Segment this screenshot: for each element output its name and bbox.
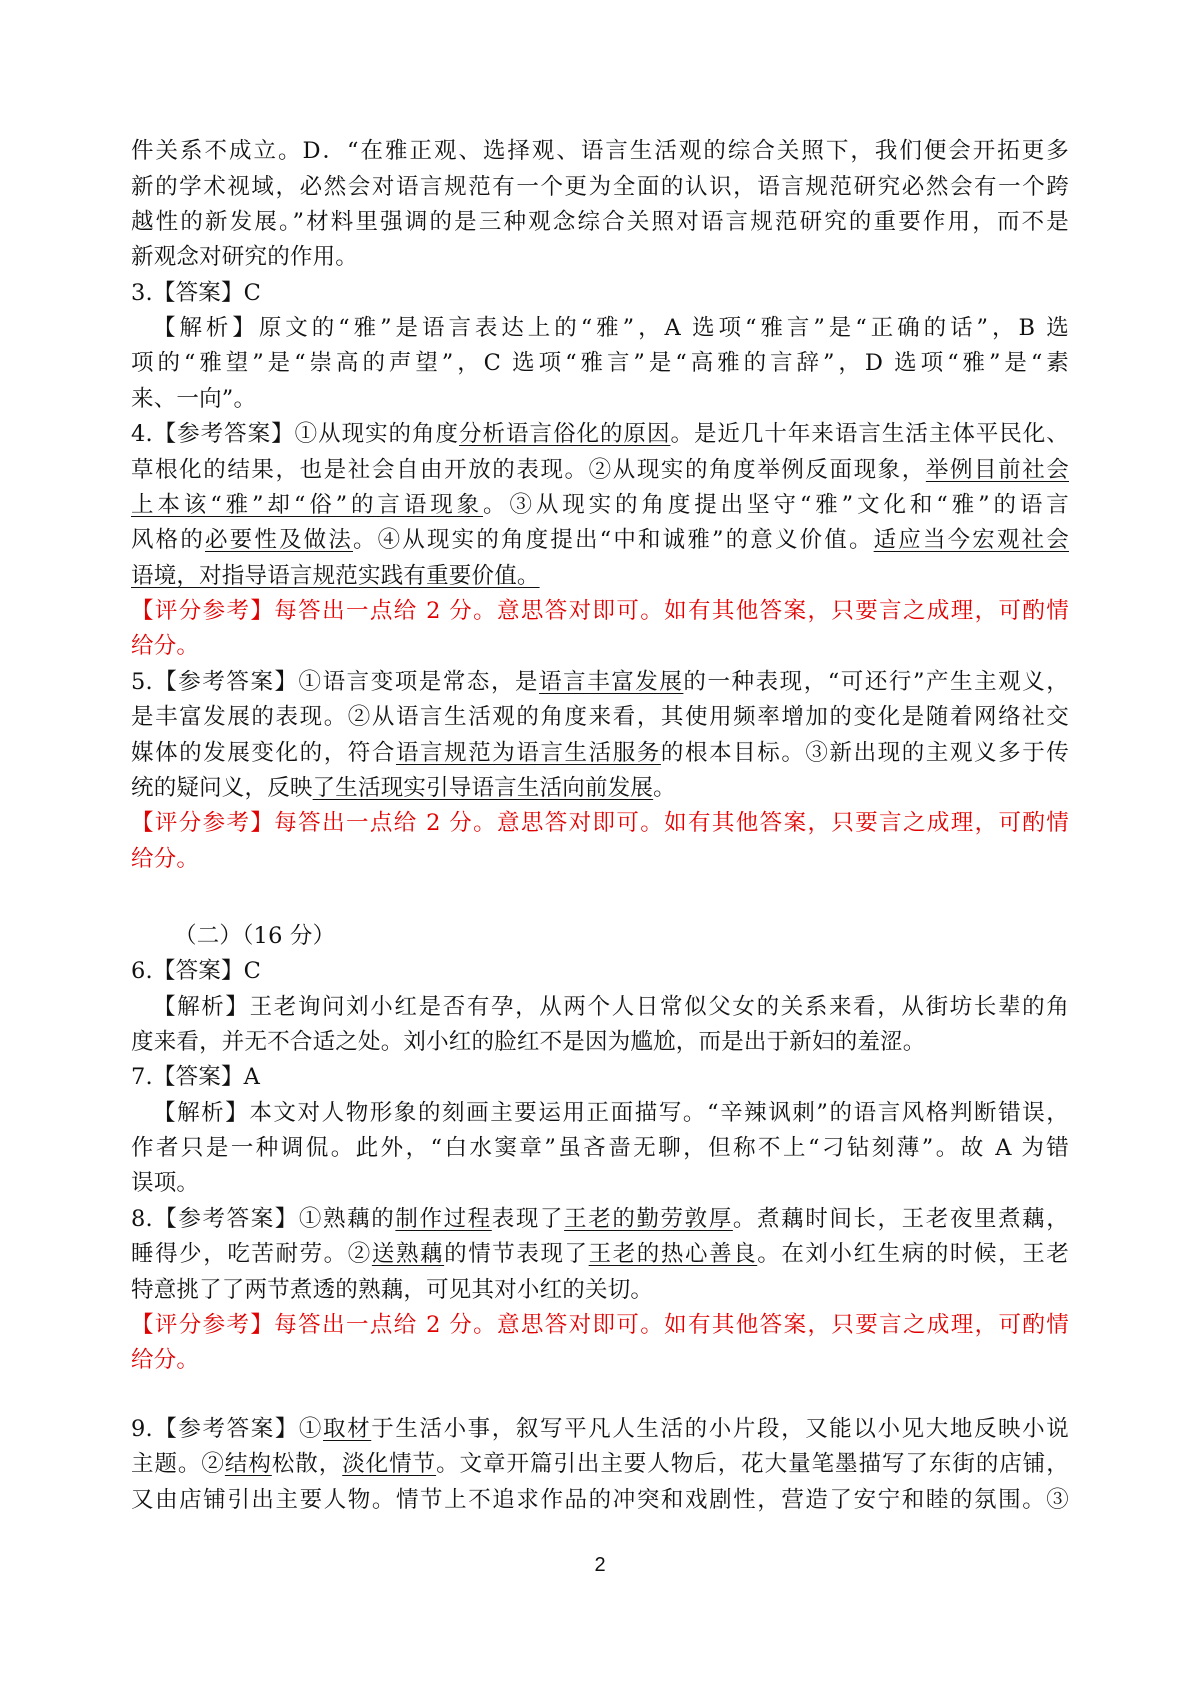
text-line [131,1098,1069,1128]
text-segment: 是丰富发展的表现。②从语言生活观的角度来看，其使用频率增加的变化是随着网络社交 [131,704,1069,730]
text-segment: 表现了 [491,1206,565,1232]
text-segment: 【评分参考】每答出一点给 2 分。意思答对即可。如有其他答案，只要言之成理，可酌情 [131,810,1069,836]
text-segment: 松散， [271,1451,343,1477]
text-segment: 【评分参考】每答出一点给 2 分。意思答对即可。如有其他答案，只要言之成理，可酌情 [131,1312,1069,1338]
text-line [131,1062,1069,1092]
underlined-phrase: 语境，对指导语言规范实践有重要价值。 [131,563,540,589]
text-line [131,419,1069,449]
text-segment: 【解析】本文对人物形象的刻画主要运用正面描写。“辛辣讽刺”的语言风格判断错误， [153,1100,1069,1126]
text-segment: 作者只是一种调侃。此外，“白水窦章”虽吝啬无聊，但称不上“刁钻刻薄”。故 A 为错 [131,1135,1069,1161]
text-segment: 9.【参考答案】① [131,1416,324,1442]
text-line [131,667,1069,697]
text-line [131,561,1069,591]
text-segment: 来、一向”。 [131,386,257,412]
text-line [131,384,1069,414]
underlined-phrase: 取材 [323,1416,372,1442]
text-segment: 的一种表现，“可还行”产生主观义， [683,669,1069,695]
text-line [131,1275,1069,1305]
text-segment: 7.【答案】A [131,1064,261,1090]
underlined-phrase: 了生活现实引导语言生活向前发展 [312,775,654,801]
text-line [131,207,1069,237]
text-line [131,738,1069,768]
text-segment: 。③从现实的角度提出坚守“雅”文化和“雅”的语言 [483,492,1070,518]
underlined-phrase: 王老的勤劳敦厚 [564,1206,733,1232]
text-segment: 风格的 [131,527,205,553]
text-line [131,1449,1069,1479]
text-segment: 6.【答案】C [131,958,262,984]
text-line [131,490,1069,520]
text-segment: 误项。 [131,1170,200,1196]
text-segment: 件关系不成立。D．“在雅正观、选择观、语言生活观的综合关照下，我们便会开拓更多 [131,138,1069,164]
text-segment: 【解析】王老询问刘小红是否有孕，从两个人日常似父女的关系来看，从街坊长辈的角 [153,994,1069,1020]
text-line [131,278,1069,308]
text-segment: 。文章开篇引出主要人物后，花大量笔墨描写了东街的店铺， [436,1451,1069,1477]
text-segment: 3.【答案】C [131,280,262,306]
underlined-phrase: 王老的热心善良 [588,1241,758,1267]
text-segment: 给分。 [131,633,200,659]
text-line [131,1168,1069,1198]
text-line [131,1239,1069,1269]
text-segment: 越性的新发展。”材料里强调的是三种观念综合关照对语言规范研究的重要作用，而不是 [131,209,1069,235]
text-segment: 8.【参考答案】①熟藕的 [131,1206,396,1232]
underlined-phrase: 适应当今宏观社会 [873,527,1069,553]
text-segment: （二）（16 分） [174,923,336,949]
text-segment: 睡得少，吃苦耐劳。② [131,1241,372,1267]
text-segment: 给分。 [131,1347,200,1373]
text-line [131,921,1069,951]
text-segment: 。煮藕时间长，王老夜里煮藕， [732,1206,1069,1232]
underlined-phrase: 送熟藕 [371,1241,445,1267]
text-line [131,1027,1069,1057]
text-line [131,702,1069,732]
underlined-phrase: 淡化情节 [342,1451,437,1477]
text-segment: 5.【参考答案】①语言变项是常态，是 [131,669,540,695]
text-segment: 度来看，并无不合适之处。刘小红的脸红不是因为尴尬，而是出于新妇的羞涩。 [131,1029,926,1055]
underlined-phrase: 上本该“雅”却“俗”的言语现象 [131,492,484,518]
text-segment: 4.【参考答案】①从现实的角度 [131,421,460,447]
text-segment: 新的学术视域，必然会对语言规范有一个更为全面的认识，语言规范研究必然会有一个跨 [131,174,1069,200]
text-line [131,773,1069,803]
text-line [131,525,1069,555]
text-line [131,136,1069,166]
scoring-note-line [131,844,1069,874]
text-segment: 。④从现实的角度提出“中和诚雅”的意义价值。 [353,527,874,553]
underlined-phrase: 必要性及做法 [205,527,353,553]
text-segment: 草根化的结果，也是社会自由开放的表现。②从现实的角度举例反面现象， [131,457,926,483]
text-segment: 新观念对研究的作用。 [131,244,359,270]
text-segment: 的根本目标。③新出现的主观义多于传 [660,740,1069,766]
text-segment: 特意挑了了两节煮透的熟藕，可见其对小红的关切。 [131,1277,654,1303]
text-line [131,992,1069,1022]
text-segment: 。在刘小红生病的时候，王老 [757,1241,1069,1267]
scoring-note-line [131,596,1069,626]
text-segment: 统的疑问义，反映 [131,775,313,801]
text-line [131,242,1069,272]
underlined-phrase: 结构 [224,1451,272,1477]
scoring-note-line [131,1310,1069,1340]
text-segment: 【评分参考】每答出一点给 2 分。意思答对即可。如有其他答案，只要言之成理，可酌情 [131,598,1069,624]
text-segment: 媒体的发展变化的，符合 [131,740,396,766]
page-number: 2 [594,1554,606,1576]
text-line [131,1414,1069,1444]
text-segment: 项的“雅望”是“崇高的声望”，C 选项“雅言”是“高雅的言辞”，D 选项“雅”是“素 [131,350,1069,376]
text-segment: 的情节表现了 [444,1241,589,1267]
text-segment: 。是近几十年来语言生活主体平民化、 [670,421,1069,447]
text-line [131,313,1069,343]
scoring-note-line [131,1345,1069,1375]
underlined-phrase: 分析语言俗化的原因 [459,421,671,447]
underlined-phrase: 举例目前社会 [925,457,1069,483]
text-line [131,348,1069,378]
underlined-phrase: 制作过程 [395,1206,492,1232]
text-segment: 又由店铺引出主要人物。情节上不追求作品的冲突和戏剧性，营造了安宁和睦的氛围。③ [131,1487,1069,1513]
scoring-note-line [131,808,1069,838]
text-line [131,455,1069,485]
text-line [131,1133,1069,1163]
text-line [131,172,1069,202]
text-segment: 给分。 [131,846,200,872]
text-line [131,956,1069,986]
underlined-phrase: 语言规范为语言生活服务 [395,740,661,766]
text-segment: 【解析】原文的“雅”是语言表达上的“雅”，A 选项“雅言”是“正确的话”，B 选 [153,315,1069,341]
text-segment: 主题。② [131,1451,225,1477]
text-segment: 。 [653,775,676,801]
text-segment: 于生活小事，叙写平凡人生活的小片段，又能以小见大地反映小说 [371,1416,1069,1442]
underlined-phrase: 语言丰富发展 [539,669,684,695]
scoring-note-line [131,631,1069,661]
text-line [131,1204,1069,1234]
text-line [131,1485,1069,1515]
